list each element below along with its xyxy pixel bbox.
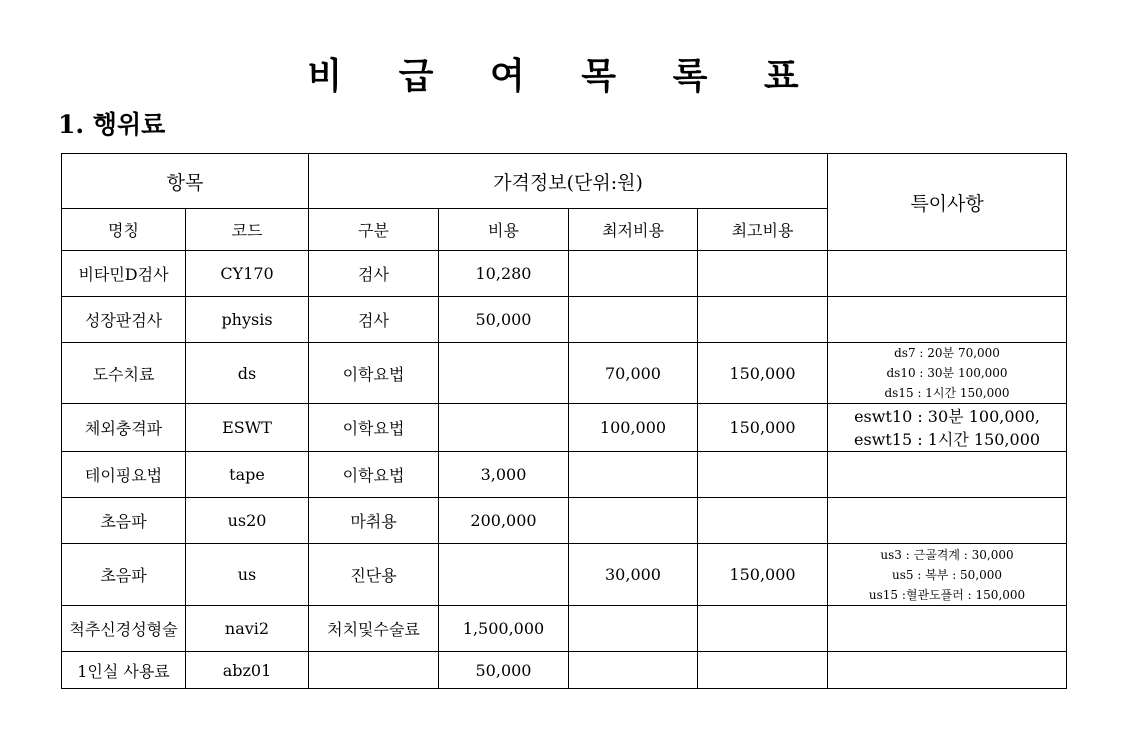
- header-category: 구분: [309, 209, 439, 251]
- note-line: eswt15 : 1시간 150,000: [853, 429, 1041, 449]
- cell-min-cost: [569, 606, 698, 652]
- document-title: 비 급 여 목 록 표: [307, 56, 821, 97]
- cell-name: 성장판검사: [62, 297, 186, 343]
- cell-notes: [828, 297, 1067, 343]
- header-name: 명칭: [62, 209, 186, 251]
- cell-min-cost: 70,000: [569, 343, 698, 404]
- cell-category: 이학요법: [309, 452, 439, 498]
- cell-cost: 50,000: [439, 297, 569, 343]
- cell-code: ds: [186, 343, 309, 404]
- cell-code: CY170: [186, 251, 309, 297]
- cell-max-cost: [698, 652, 828, 689]
- cell-notes: [828, 404, 1067, 452]
- cell-max-cost: [698, 452, 828, 498]
- cell-notes: [828, 652, 1067, 689]
- cell-code: physis: [186, 297, 309, 343]
- header-remarks: 특이사항: [828, 154, 1067, 251]
- cell-code: ESWT: [186, 404, 309, 452]
- table-row: [62, 606, 1067, 652]
- cell-min-cost: [569, 652, 698, 689]
- cell-notes: [828, 452, 1067, 498]
- cell-name: 체외충격파: [62, 404, 186, 452]
- cell-cost: 3,000: [439, 452, 569, 498]
- cell-cost: [439, 404, 569, 452]
- cell-name: 비타민D검사: [62, 251, 186, 297]
- table-row: [62, 297, 1067, 343]
- cell-name: 초음파: [62, 498, 186, 544]
- cell-max-cost: [698, 498, 828, 544]
- cell-cost: 10,280: [439, 251, 569, 297]
- cell-notes: [828, 544, 1067, 606]
- cell-min-cost: 30,000: [569, 544, 698, 606]
- header-item: 항목: [62, 154, 309, 209]
- cell-name: 도수치료: [62, 343, 186, 404]
- cell-min-cost: [569, 452, 698, 498]
- note-line: ds15 : 1시간 150,000: [884, 386, 1010, 400]
- header-row-group: [62, 154, 1067, 209]
- cell-min-cost: 100,000: [569, 404, 698, 452]
- cell-max-cost: 150,000: [698, 404, 828, 452]
- cell-max-cost: [698, 297, 828, 343]
- cell-min-cost: [569, 297, 698, 343]
- header-min-cost: 최저비용: [569, 209, 698, 251]
- cell-cost: 200,000: [439, 498, 569, 544]
- note-line: ds7 : 20분 70,000: [894, 346, 1000, 360]
- cell-cost: 50,000: [439, 652, 569, 689]
- cell-notes: [828, 606, 1067, 652]
- cell-cost: [439, 343, 569, 404]
- cell-name: 1인실 사용료: [62, 652, 186, 689]
- cell-max-cost: 150,000: [698, 343, 828, 404]
- cell-category: 이학요법: [309, 404, 439, 452]
- cell-notes: [828, 498, 1067, 544]
- note-line: us3 : 근골격계 : 30,000: [880, 547, 1014, 562]
- cell-category: 마취용: [309, 498, 439, 544]
- fee-table: [61, 153, 1067, 689]
- cell-code: us: [186, 544, 309, 606]
- cell-category: 진단용: [309, 544, 439, 606]
- cell-max-cost: [698, 251, 828, 297]
- table-row: [62, 544, 1067, 606]
- header-code: 코드: [186, 209, 309, 251]
- header-price-info: 가격정보(단위:원): [309, 154, 828, 209]
- table-body: [62, 251, 1067, 689]
- table-row: [62, 498, 1067, 544]
- header-max-cost: 최고비용: [698, 209, 828, 251]
- cell-max-cost: 150,000: [698, 544, 828, 606]
- cell-code: navi2: [186, 606, 309, 652]
- cell-notes: [828, 343, 1067, 404]
- cell-code: abz01: [186, 652, 309, 689]
- cell-code: tape: [186, 452, 309, 498]
- cell-category: 검사: [309, 297, 439, 343]
- cell-category: 검사: [309, 251, 439, 297]
- cell-name: 테이핑요법: [62, 452, 186, 498]
- table-row: [62, 251, 1067, 297]
- table-row: [62, 652, 1067, 689]
- cell-name: 척추신경성형술: [62, 606, 186, 652]
- cell-max-cost: [698, 606, 828, 652]
- note-line: us5 : 복부 : 50,000: [892, 567, 1003, 582]
- cell-cost: 1,500,000: [439, 606, 569, 652]
- cell-code: us20: [186, 498, 309, 544]
- cell-category: [309, 652, 439, 689]
- cell-category: 처치및수술료: [309, 606, 439, 652]
- table-row: [62, 452, 1067, 498]
- cell-min-cost: [569, 251, 698, 297]
- table-row: [62, 343, 1067, 404]
- table-row: [62, 404, 1067, 452]
- section-title: 1. 행위료: [58, 110, 166, 139]
- note-line: eswt10 : 30분 100,000,: [854, 406, 1040, 426]
- note-line: ds10 : 30분 100,000: [886, 366, 1008, 380]
- cell-name: 초음파: [62, 544, 186, 606]
- note-line: us15 :혈관도플러 : 150,000: [868, 587, 1026, 602]
- cell-cost: [439, 544, 569, 606]
- cell-category: 이학요법: [309, 343, 439, 404]
- header-cost: 비용: [439, 209, 569, 251]
- cell-min-cost: [569, 498, 698, 544]
- cell-notes: [828, 251, 1067, 297]
